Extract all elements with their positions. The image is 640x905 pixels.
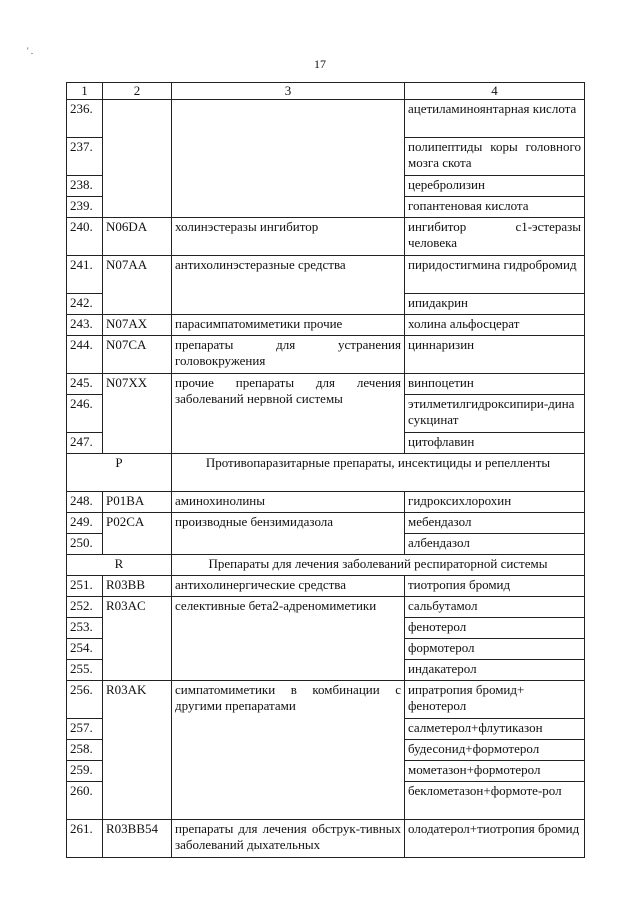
row-number: 252. [67,597,103,618]
table-row [67,576,585,597]
row-number: 240. [67,218,103,256]
group-cell: антихолинергические средства [172,576,405,597]
row-number: 259. [67,761,103,782]
group-cell: симпатомиметики в комбинации с другими препаратами [172,681,405,820]
section-row [67,454,585,492]
group-cell: производные бензимидазола [172,513,405,555]
code-cell: P02CA [103,513,172,555]
table-row [67,100,585,138]
scan-speck: ' . [27,46,34,56]
drug-cell: этилметилгидроксипири-дина сукцинат [405,395,585,433]
drug-cell: беклометазон+формоте-рол [405,782,585,820]
row-number: 260. [67,782,103,820]
drug-cell: будесонид+формотерол [405,740,585,761]
drug-cell: холина альфосцерат [405,315,585,336]
code-cell: R03AC [103,597,172,681]
drug-cell: мометазон+формотерол [405,761,585,782]
row-number: 250. [67,534,103,555]
row-number: 247. [67,433,103,454]
drug-cell: сальбутамол [405,597,585,618]
table-row [67,256,585,294]
row-number: 255. [67,660,103,681]
row-number: 236. [67,100,103,138]
group-cell: холинэстеразы ингибитор [172,218,405,256]
code-cell: R03BB [103,576,172,597]
header-cell: 2 [103,83,172,100]
header-cell: 4 [405,83,585,100]
group-cell: антихолинэстеразные средства [172,256,405,315]
drug-cell: гопантеновая кислота [405,197,585,218]
table-row [67,681,585,719]
drug-cell: ипратропия бромид+ фенотерол [405,681,585,719]
row-number: 248. [67,492,103,513]
section-letter: P [67,454,172,492]
group-cell: парасимпатомиметики прочие [172,315,405,336]
row-number: 239. [67,197,103,218]
row-number: 243. [67,315,103,336]
drug-cell: индакатерол [405,660,585,681]
drug-cell: формотерол [405,639,585,660]
section-title: Противопаразитарные препараты, инсектициды и репелленты [172,454,585,492]
table-row [67,218,585,256]
code-cell: N07XX [103,374,172,454]
row-number: 258. [67,740,103,761]
drug-cell: циннаризин [405,336,585,374]
section-row [67,555,585,576]
row-number: 254. [67,639,103,660]
row-number: 253. [67,618,103,639]
table-row [67,315,585,336]
drug-cell: пиридостигмина гидробромид [405,256,585,294]
row-number: 261. [67,820,103,858]
code-cell [103,100,172,218]
row-number: 257. [67,719,103,740]
section-letter: R [67,555,172,576]
drug-cell: полипептиды коры головного мозга скота [405,138,585,176]
code-cell: R03AK [103,681,172,820]
row-number: 245. [67,374,103,395]
drug-cell: ингибитор c1-эстеразы человека [405,218,585,256]
table-row [67,492,585,513]
drug-cell: церебролизин [405,176,585,197]
group-cell: препараты для устранения головокружения [172,336,405,374]
medication-table [66,82,585,858]
drug-cell: цитофлавин [405,433,585,454]
header-cell: 3 [172,83,405,100]
drug-cell: винпоцетин [405,374,585,395]
table-row [67,820,585,858]
code-cell: N06DA [103,218,172,256]
group-cell: селективные бета2-адреномиметики [172,597,405,681]
row-number: 241. [67,256,103,294]
row-number: 256. [67,681,103,719]
drug-cell: ипидакрин [405,294,585,315]
row-number: 249. [67,513,103,534]
row-number: 242. [67,294,103,315]
code-cell: N07AA [103,256,172,315]
table-row [67,597,585,618]
code-cell: N07CA [103,336,172,374]
group-cell: прочие препараты для лечения заболеваний нервной системы [172,374,405,454]
code-cell: P01BA [103,492,172,513]
code-cell: N07AX [103,315,172,336]
code-cell: R03BB54 [103,820,172,858]
row-number: 238. [67,176,103,197]
header-cell: 1 [67,83,103,100]
section-title: Препараты для лечения заболеваний респираторной системы [172,555,585,576]
drug-cell: гидроксихлорохин [405,492,585,513]
drug-cell: фенотерол [405,618,585,639]
group-cell: аминохинолины [172,492,405,513]
drug-cell: мебендазол [405,513,585,534]
row-number: 246. [67,395,103,433]
group-cell: препараты для лечения обструк-тивных заболеваний дыхательных [172,820,405,858]
row-number: 244. [67,336,103,374]
table-row [67,336,585,374]
row-number: 237. [67,138,103,176]
table-row [67,374,585,395]
drug-cell: салметерол+флутиказон [405,719,585,740]
header-row [67,83,585,100]
group-cell [172,100,405,218]
drug-cell: албендазол [405,534,585,555]
drug-cell: ацетиламиноянтарная кислота [405,100,585,138]
table-row [67,513,585,534]
row-number: 251. [67,576,103,597]
page-number: 17 [314,57,326,71]
drug-cell: тиотропия бромид [405,576,585,597]
drug-cell: олодатерол+тиотропия бромид [405,820,585,858]
